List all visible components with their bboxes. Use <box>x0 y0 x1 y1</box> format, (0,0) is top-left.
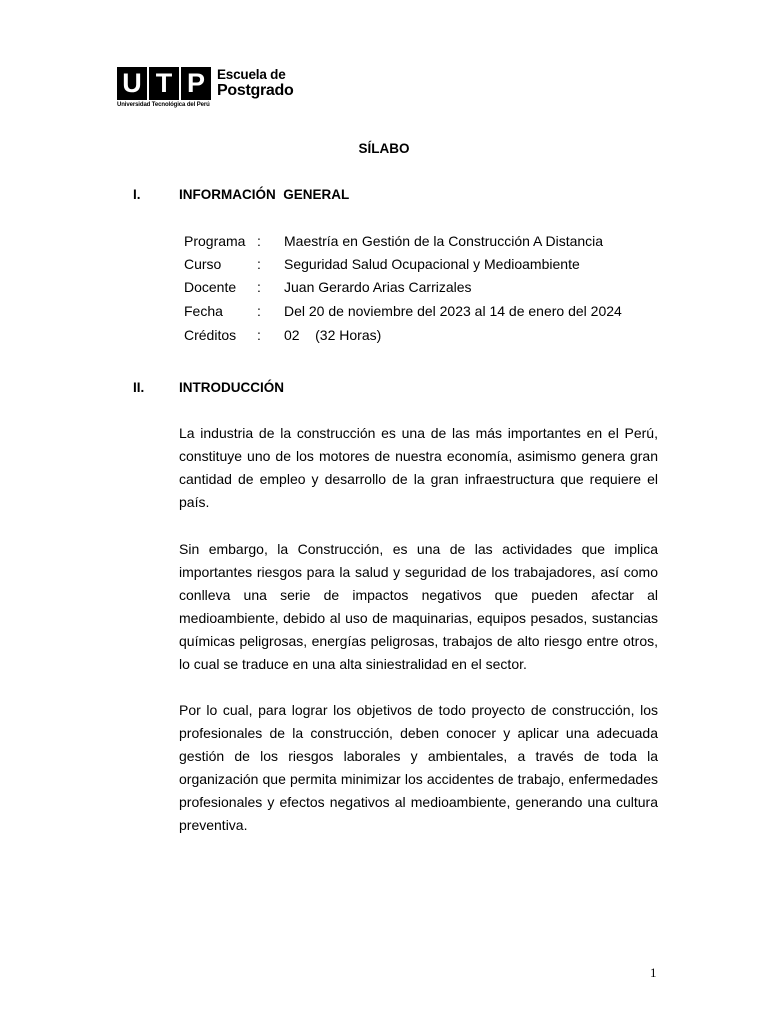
page-number: 1 <box>650 965 657 980</box>
logo-school-line2: Postgrado <box>217 82 294 99</box>
logo-school-name <box>217 67 327 98</box>
info-colon: : <box>257 256 261 272</box>
info-value: Juan Gerardo Arias Carrizales <box>284 279 472 295</box>
info-value: Seguridad Salud Ocupacional y Medioambiente <box>284 256 580 272</box>
utp-logo <box>117 67 317 113</box>
document-title: SÍLABO <box>358 141 410 156</box>
section-1-title: INFORMACIÓN GENERAL <box>179 187 350 202</box>
intro-paragraph-3: Por lo cual, para lograr los objetivos de todo proyecto de construcción, los profesionales de la construcción, deben conocer y aplicar una adecuada gestión de los riesgos laborales y ambientales, a través de toda la organización que permita minimizar los accidentes de trabajo, enfermedades profesionales y efectos negativos al medioambiente, generando una cultura preventiva. <box>179 702 658 833</box>
logo-letter-t: T <box>149 67 179 100</box>
section-1-number: I. <box>133 187 141 202</box>
info-label: Curso <box>184 256 222 272</box>
info-label: Fecha <box>184 303 223 319</box>
logo-letter-p: P <box>181 67 211 100</box>
intro-paragraph-2: Sin embargo, la Construcción, es una de las actividades que implica importantes riesgos para la salud y seguridad de los trabajadores, así como conlleva una serie de impactos negativos que pueden afectar al medioambiente, debido al uso de maquinarias, equipos pesados, sustancias químicas peligrosas, energías peligrosas, trabajos de alto riesgo entre otros, lo cual se traduce en una alta siniestralidad en el sector. <box>179 541 658 672</box>
logo-letter-u: U <box>117 67 147 100</box>
logo-school-line1: Escuela de <box>217 67 286 82</box>
info-value: 02 (32 Horas) <box>284 327 382 343</box>
info-label: Programa <box>184 233 246 249</box>
info-value: Del 20 de noviembre del 2023 al 14 de enero del 2024 <box>284 303 622 319</box>
section-2-number: II. <box>133 380 145 395</box>
intro-paragraph-1: La industria de la construcción es una de las más importantes en el Perú, constituye uno de los motores de nuestra economía, asimismo genera gran cantidad de empleo y desarrollo de la gran infraestructura que requiere el país. <box>179 425 658 510</box>
info-colon: : <box>257 303 261 319</box>
section-2-title: INTRODUCCIÓN <box>179 380 284 395</box>
info-colon: : <box>257 233 261 249</box>
info-colon: : <box>257 327 261 343</box>
info-colon: : <box>257 279 261 295</box>
logo-university-name: Universidad Tecnológica del Perú <box>117 102 210 108</box>
info-label: Créditos <box>184 327 237 343</box>
info-value: Maestría en Gestión de la Construcción A Distancia <box>284 233 604 249</box>
logo-letter-boxes <box>117 67 213 100</box>
info-label: Docente <box>184 279 237 295</box>
